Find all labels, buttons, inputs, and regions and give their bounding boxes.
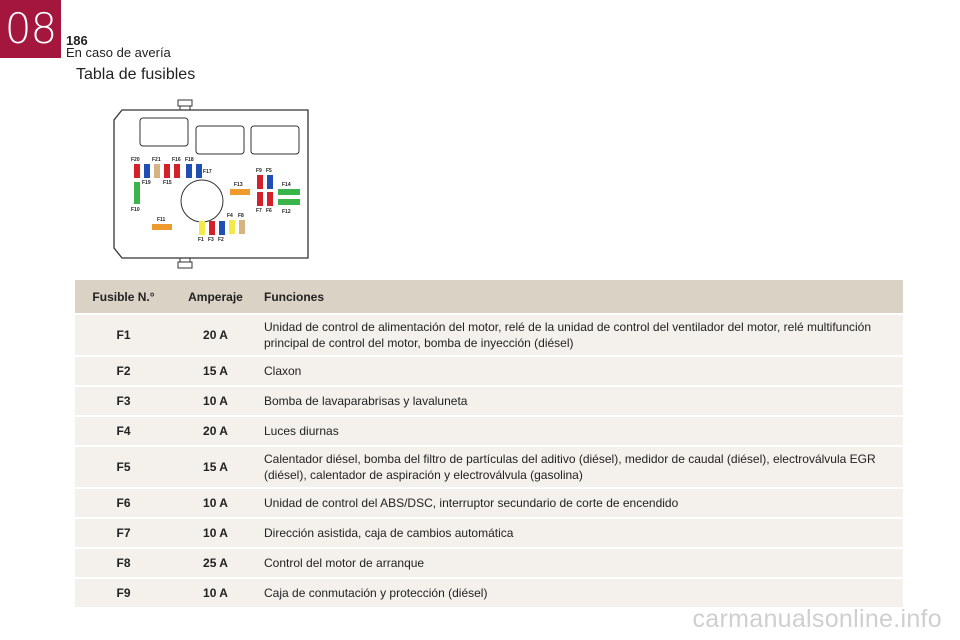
fuse-f7 [257,192,263,206]
label-f12: F12 [282,209,291,215]
fuse-table [75,280,903,609]
fuse-f8 [239,220,245,234]
fuse-f21 [154,164,160,178]
table-row [75,356,903,386]
label-f9: F9 [256,168,262,174]
cell-amperage: 10 A [172,518,259,548]
fuse-f15 [164,164,170,178]
label-f10: F10 [131,207,140,213]
cell-amperage: 20 A [172,314,259,356]
chapter-number-badge: 08 [0,0,61,58]
fuse-f11 [152,224,172,230]
fuse-f12 [278,199,300,205]
cell-fuse: F9 [75,578,172,608]
table-row [75,578,903,608]
label-f21: F21 [152,157,161,163]
fuse-f6 [267,192,273,206]
fuse-f9 [257,175,263,189]
label-f7: F7 [256,208,262,214]
cell-function: Bomba de lavaparabrisas y lavaluneta [259,386,903,416]
fuse-f16 [174,164,180,178]
cell-function: Unidad de control de alimentación del motor, relé de la unidad de control del ventilador del motor, relé multifunción principal de control del motor, bomba de inyección (diésel) [259,314,903,356]
header-functions: Funciones [259,280,903,314]
section-title: Tabla de fusibles [76,66,196,83]
table-row [75,386,903,416]
table-row [75,314,903,356]
cell-function: Caja de conmutación y protección (diésel) [259,578,903,608]
fuse-f5 [267,175,273,189]
cell-fuse: F1 [75,314,172,356]
cell-amperage: 20 A [172,416,259,446]
cell-fuse: F3 [75,386,172,416]
cell-function: Dirección asistida, caja de cambios automática [259,518,903,548]
header-fuse-number: Fusible N.° [75,280,172,314]
fuse-box-diagram [108,98,328,270]
label-f8: F8 [238,213,244,219]
label-f13: F13 [234,182,243,188]
cell-amperage: 10 A [172,386,259,416]
page-number: 186 [66,33,88,48]
table-row [75,446,903,488]
cell-function: Calentador diésel, bomba del filtro de partículas del aditivo (diésel), medidor de caudal (diésel), electroválvula EGR (diésel), calentador de aspiración y electroválvula (gasolina) [259,446,903,488]
label-f18: F18 [185,157,194,163]
cell-fuse: F5 [75,446,172,488]
label-f15: F15 [163,180,172,186]
cell-fuse: F2 [75,356,172,386]
cell-fuse: F7 [75,518,172,548]
label-f16: F16 [172,157,181,163]
label-f3: F3 [208,237,214,243]
cell-function: Luces diurnas [259,416,903,446]
cell-fuse: F4 [75,416,172,446]
header-amperage: Amperaje [172,280,259,314]
label-f2: F2 [218,237,224,243]
table-header-row [75,280,903,314]
table-row [75,488,903,518]
fuse-f20 [134,164,140,178]
label-f1: F1 [198,237,204,243]
cell-function: Claxon [259,356,903,386]
fuse-f10 [134,182,140,204]
fuse-f2 [219,221,225,235]
cell-amperage: 15 A [172,356,259,386]
table-row [75,416,903,446]
label-f5: F5 [266,168,272,174]
label-f4: F4 [227,213,233,219]
label-f19: F19 [142,180,151,186]
cell-amperage: 15 A [172,446,259,488]
fuse-f18 [186,164,192,178]
table-row [75,518,903,548]
cell-function: Unidad de control del ABS/DSC, interruptor secundario de corte de encendido [259,488,903,518]
label-f14: F14 [282,182,291,188]
fuse-f19 [144,164,150,178]
cell-amperage: 10 A [172,578,259,608]
cell-function: Control del motor de arranque [259,548,903,578]
fuse-f3 [209,221,215,235]
cell-amperage: 25 A [172,548,259,578]
cell-amperage: 10 A [172,488,259,518]
table-row [75,548,903,578]
fuse-f17 [196,164,202,178]
cell-fuse: F6 [75,488,172,518]
label-f6: F6 [266,208,272,214]
fuse-f4 [229,220,235,234]
watermark: carmanualsonline.info [692,605,942,633]
fuse-f13 [230,189,250,195]
chapter-title: En caso de avería [66,45,171,60]
fuse-f1 [199,221,205,235]
cell-fuse: F8 [75,548,172,578]
label-f11: F11 [157,217,166,223]
fuse-f14 [278,189,300,195]
label-f20: F20 [131,157,140,163]
label-f17: F17 [203,169,212,175]
